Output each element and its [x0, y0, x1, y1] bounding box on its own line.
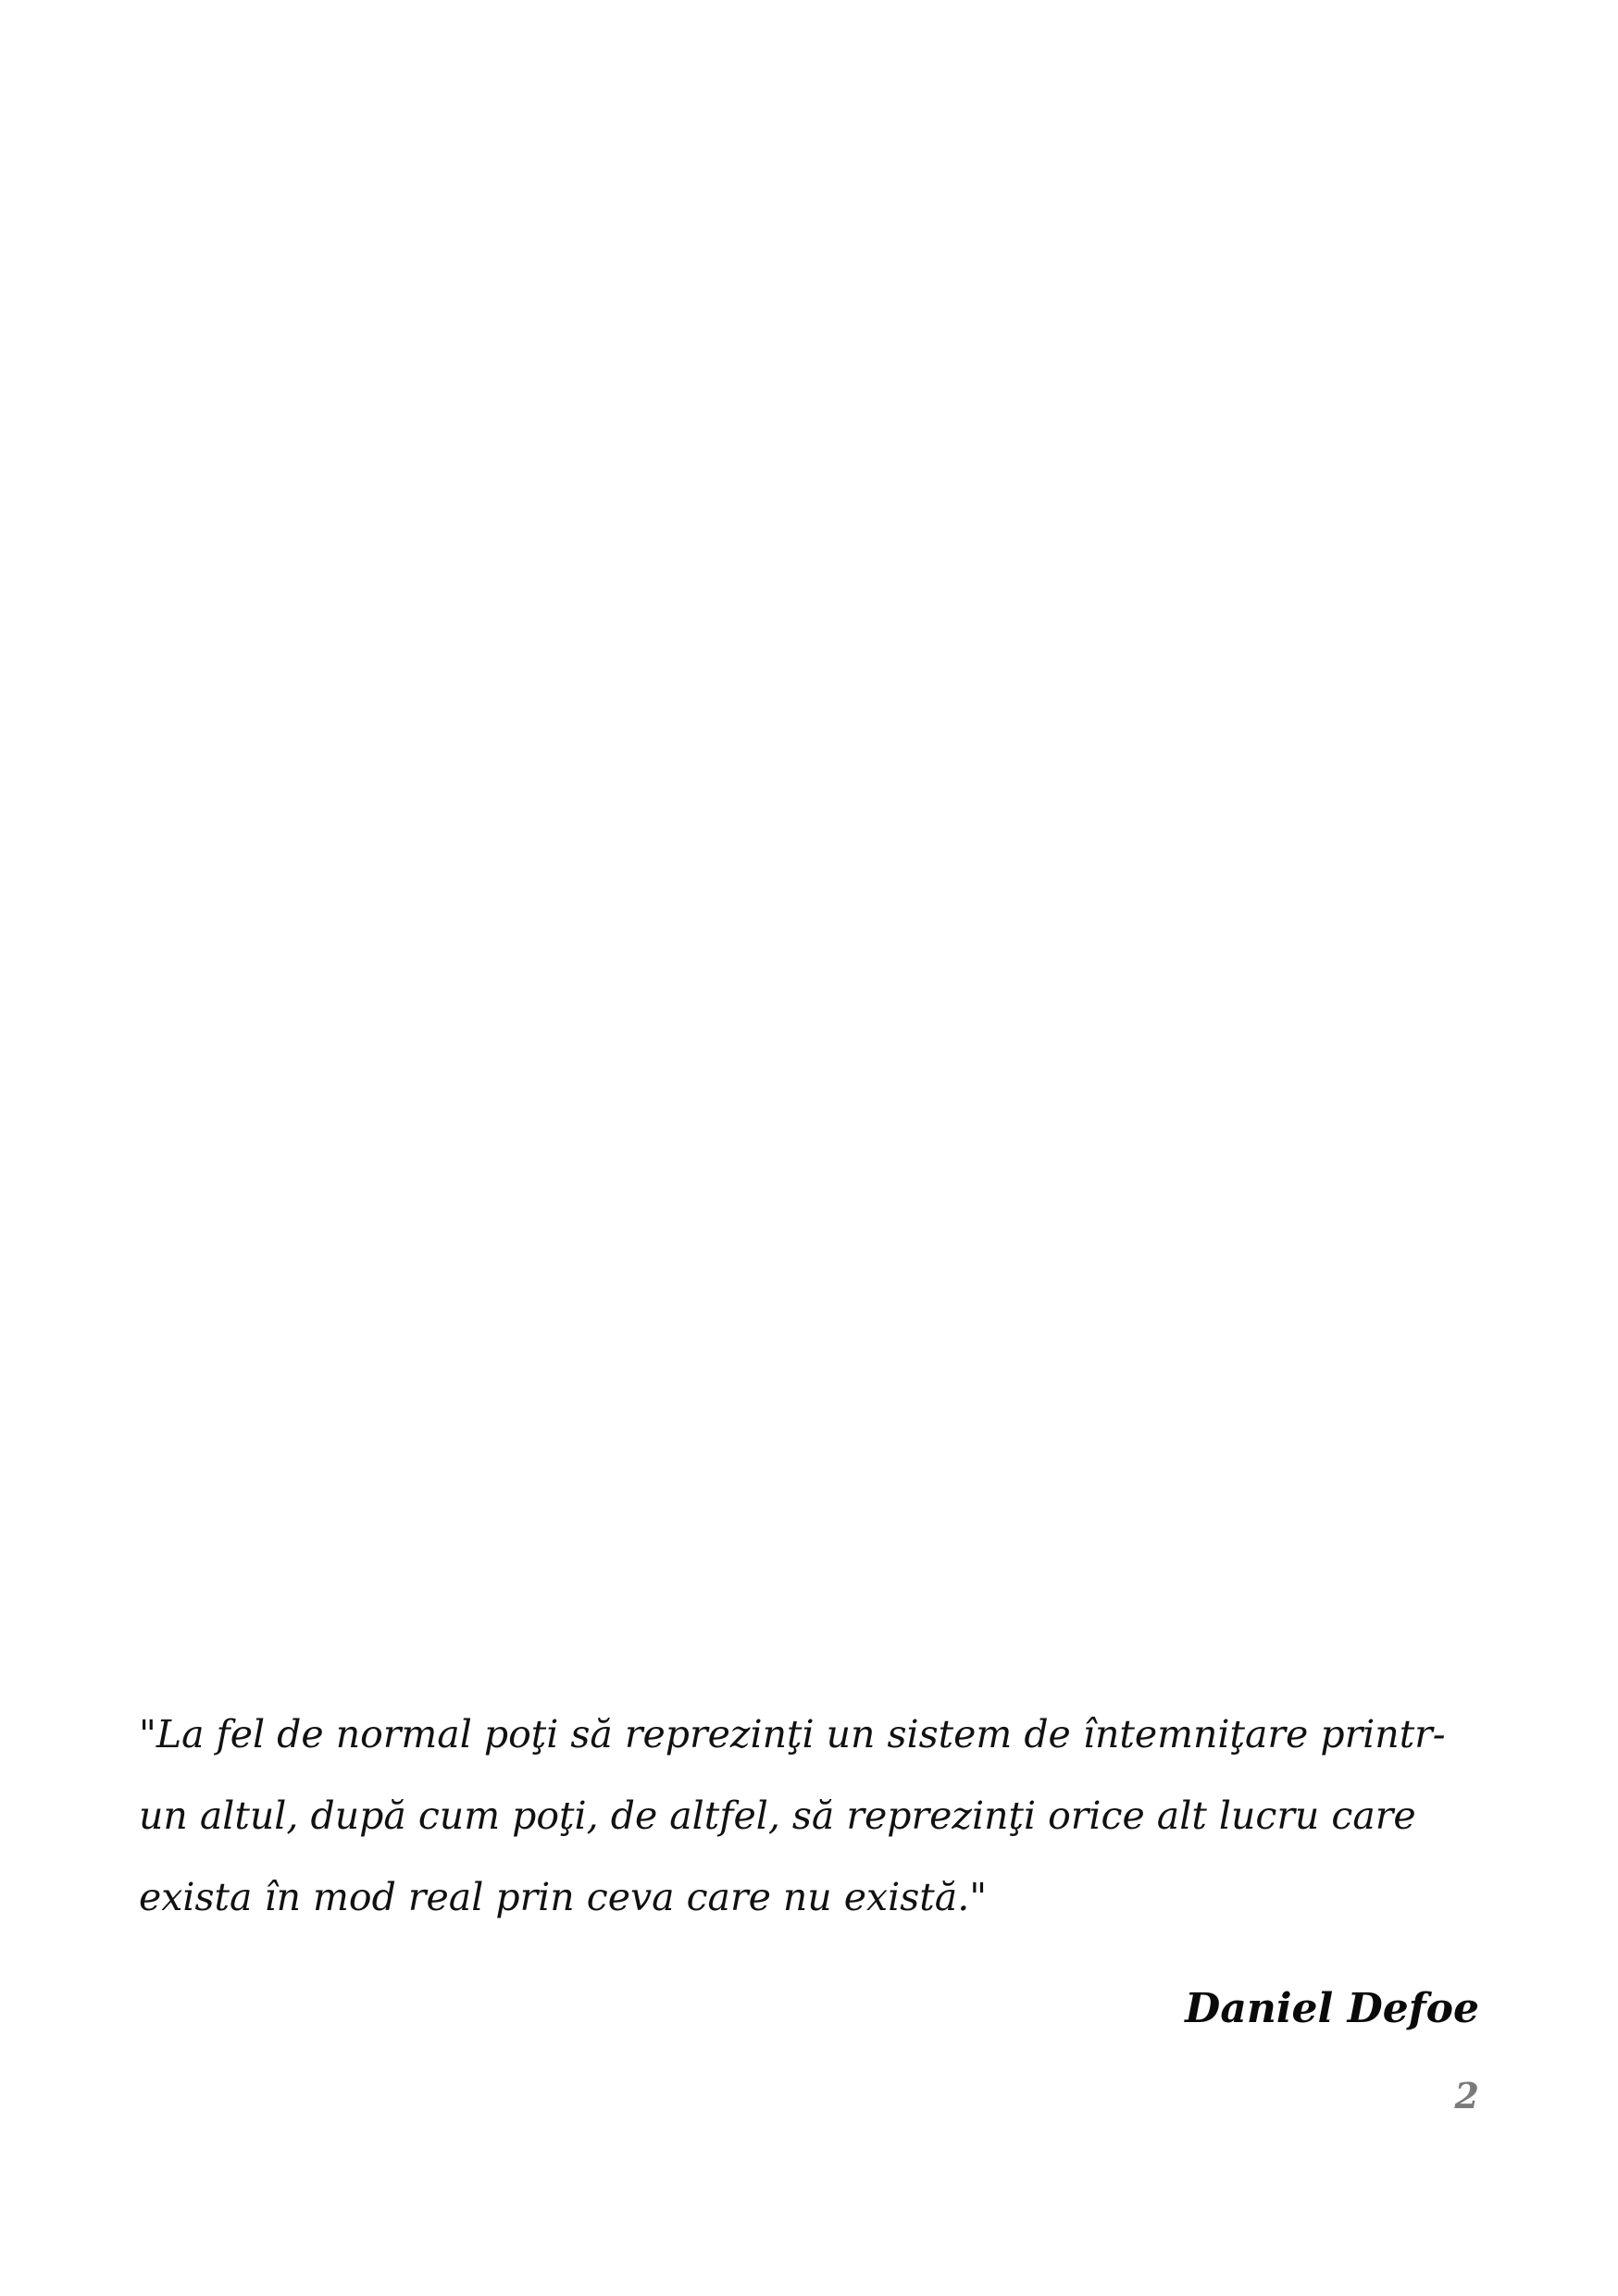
page-number: 2: [1454, 2075, 1479, 2116]
quote-author: Daniel Defoe: [1185, 1985, 1479, 2032]
quote-text: [139, 1694, 1481, 1938]
quote-line-3: exista în mod real prin ceva care nu există.": [139, 1875, 988, 1919]
quote-line-2: un altul, după cum poţi, de altfel, să reprezinţi orice alt lucru care: [139, 1793, 1416, 1838]
quote-line-1: "La fel de normal poţi să reprezinţi un sistem de întemniţare printr-: [139, 1712, 1446, 1756]
